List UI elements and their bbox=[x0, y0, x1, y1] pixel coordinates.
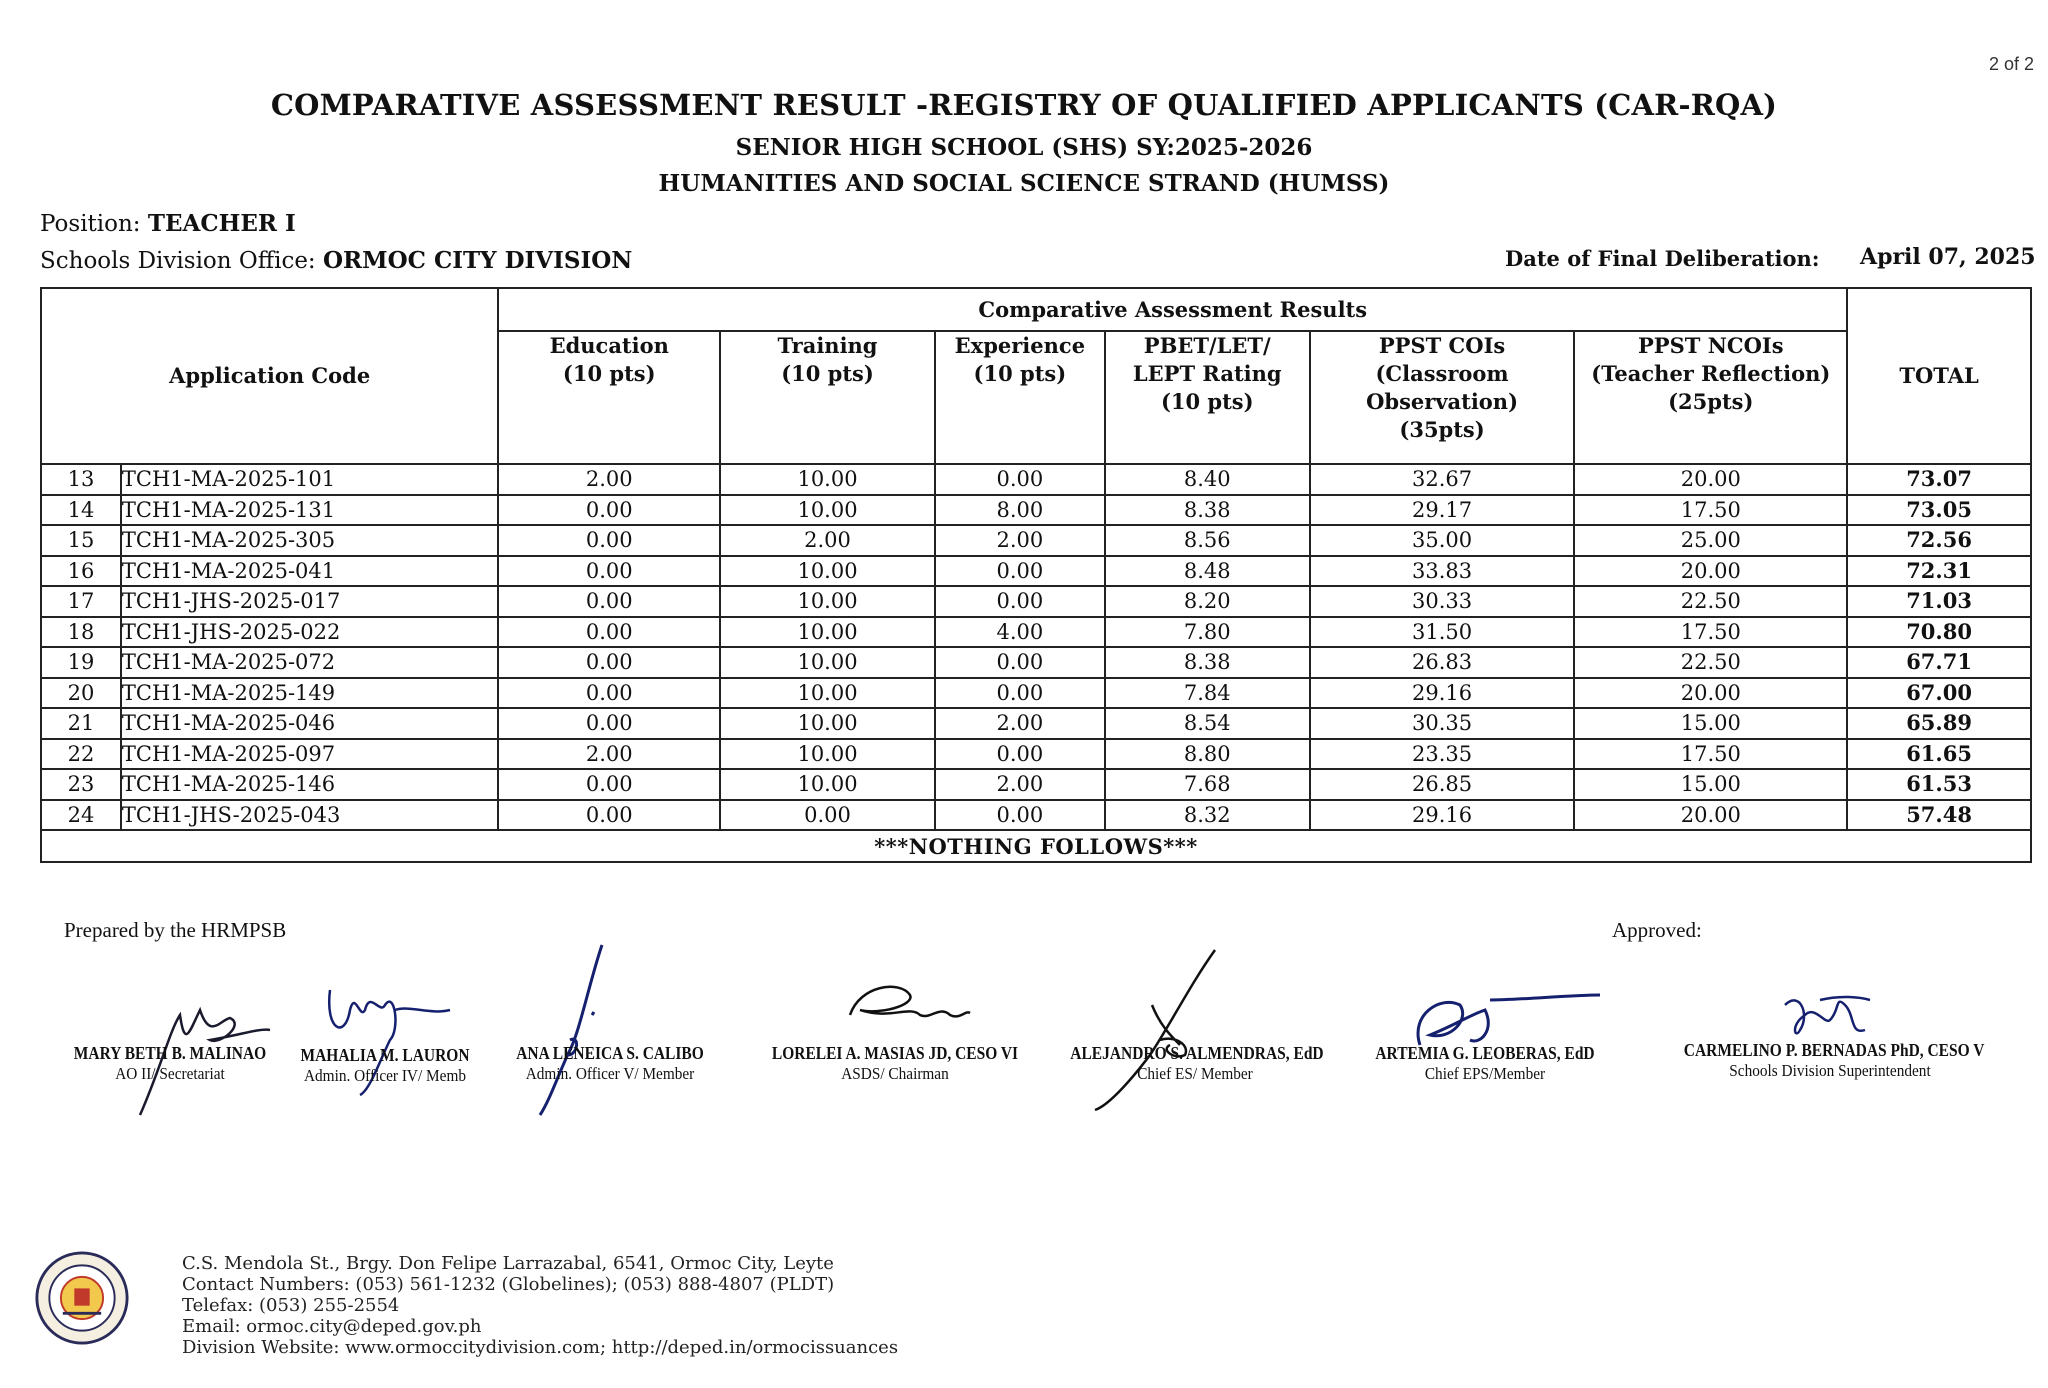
ppst-cois-score: 23.35 bbox=[1310, 739, 1575, 770]
footer-contact-numbers: Contact Numbers: (053) 561-1232 (Globelines); (053) 888-4807 (PLDT) bbox=[182, 1274, 835, 1295]
header-application-code: Application Code bbox=[41, 288, 498, 464]
signature-scribble-calibo bbox=[510, 940, 630, 1120]
row-number: 24 bbox=[41, 800, 121, 831]
application-code: TCH1-MA-2025-149 bbox=[121, 678, 498, 709]
total-score: 71.03 bbox=[1847, 586, 2031, 617]
training-score: 10.00 bbox=[720, 617, 935, 648]
training-score: 10.00 bbox=[720, 739, 935, 770]
ppst-ncois-score: 17.50 bbox=[1574, 739, 1847, 770]
total-score: 61.65 bbox=[1847, 739, 2031, 770]
application-code: TCH1-MA-2025-101 bbox=[121, 464, 498, 495]
ppst-ncois-score: 20.00 bbox=[1574, 464, 1847, 495]
signatory-almendras bbox=[1050, 1043, 1340, 1084]
pbet-rating: 8.48 bbox=[1105, 556, 1310, 587]
signatory-role: ASDS/ Chairman bbox=[841, 1064, 949, 1083]
ppst-cois-score: 31.50 bbox=[1310, 617, 1575, 648]
pbet-rating: 8.54 bbox=[1105, 708, 1310, 739]
application-code: TCH1-JHS-2025-043 bbox=[121, 800, 498, 831]
ppst-cois-score: 30.35 bbox=[1310, 708, 1575, 739]
ppst-ncois-score: 20.00 bbox=[1574, 556, 1847, 587]
date-value: April 07, 2025 bbox=[1860, 244, 2036, 270]
document-subtitle-strand: HUMANITIES AND SOCIAL SCIENCE STRAND (HUMSS) bbox=[658, 170, 1390, 197]
table-row bbox=[41, 647, 2031, 678]
row-number: 23 bbox=[41, 769, 121, 800]
total-score: 70.80 bbox=[1847, 617, 2031, 648]
experience-score: 0.00 bbox=[935, 678, 1105, 709]
row-number: 19 bbox=[41, 647, 121, 678]
signature-scribble-masias bbox=[840, 975, 980, 1045]
total-score: 72.56 bbox=[1847, 525, 2031, 556]
row-number: 22 bbox=[41, 739, 121, 770]
pbet-rating: 8.32 bbox=[1105, 800, 1310, 831]
training-score: 10.00 bbox=[720, 464, 935, 495]
experience-score: 0.00 bbox=[935, 556, 1105, 587]
signatory-name: LORELEI A. MASIAS JD, CESO VI bbox=[771, 1043, 1019, 1063]
ppst-ncois-score: 17.50 bbox=[1574, 495, 1847, 526]
education-score: 0.00 bbox=[498, 617, 720, 648]
table-row bbox=[41, 464, 2031, 495]
total-score: 57.48 bbox=[1847, 800, 2031, 831]
date-label: Date of Final Deliberation: bbox=[1505, 246, 1820, 271]
education-score: 0.00 bbox=[498, 647, 720, 678]
signature-scribble-almendras bbox=[1090, 945, 1240, 1115]
nothing-follows: ***NOTHING FOLLOWS*** bbox=[41, 830, 2031, 862]
header-total: TOTAL bbox=[1847, 288, 2031, 464]
signatory-role: AO II/ Secretariat bbox=[115, 1064, 225, 1083]
signatory-role: Chief EPS/Member bbox=[1424, 1064, 1546, 1083]
experience-score: 0.00 bbox=[935, 586, 1105, 617]
pbet-rating: 8.56 bbox=[1105, 525, 1310, 556]
training-score: 10.00 bbox=[720, 556, 935, 587]
signatory-role: Schools Division Superintendent bbox=[1729, 1061, 1931, 1080]
signatory-lauron bbox=[270, 1045, 500, 1086]
experience-score: 0.00 bbox=[935, 800, 1105, 831]
row-number: 13 bbox=[41, 464, 121, 495]
footer-email[interactable]: Email: ormoc.city@deped.gov.ph bbox=[182, 1316, 482, 1337]
signatory-role: Admin. Officer IV/ Memb bbox=[303, 1066, 467, 1085]
table-row bbox=[41, 739, 2031, 770]
header-education: Education (10 pts) bbox=[498, 331, 720, 464]
total-score: 65.89 bbox=[1847, 708, 2031, 739]
header-ppst-cois: PPST COIs (Classroom Observation) (35pts) bbox=[1310, 331, 1575, 464]
office-label: Schools Division Office: bbox=[40, 248, 316, 274]
education-score: 0.00 bbox=[498, 708, 720, 739]
row-number: 14 bbox=[41, 495, 121, 526]
training-score: 10.00 bbox=[720, 708, 935, 739]
pbet-rating: 8.80 bbox=[1105, 739, 1310, 770]
ppst-cois-score: 32.67 bbox=[1310, 464, 1575, 495]
signatory-bernadas bbox=[1660, 1040, 2000, 1081]
total-score: 67.00 bbox=[1847, 678, 2031, 709]
ppst-cois-score: 29.16 bbox=[1310, 800, 1575, 831]
ppst-ncois-score: 17.50 bbox=[1574, 617, 1847, 648]
pbet-rating: 8.20 bbox=[1105, 586, 1310, 617]
table-row bbox=[41, 678, 2031, 709]
pbet-rating: 7.68 bbox=[1105, 769, 1310, 800]
experience-score: 2.00 bbox=[935, 525, 1105, 556]
education-score: 0.00 bbox=[498, 556, 720, 587]
ppst-ncois-score: 20.00 bbox=[1574, 800, 1847, 831]
position-value: TEACHER I bbox=[147, 210, 296, 237]
experience-score: 0.00 bbox=[935, 464, 1105, 495]
footer-address: C.S. Mendola St., Brgy. Don Felipe Larrazabal, 6541, Ormoc City, Leyte bbox=[182, 1253, 834, 1274]
approved-label: Approved: bbox=[1612, 918, 1702, 942]
table-row bbox=[41, 495, 2031, 526]
education-score: 0.00 bbox=[498, 525, 720, 556]
ppst-ncois-score: 25.00 bbox=[1574, 525, 1847, 556]
application-code: TCH1-JHS-2025-022 bbox=[121, 617, 498, 648]
signatory-name: MARY BETH B. MALINAO bbox=[73, 1043, 267, 1063]
education-score: 0.00 bbox=[498, 800, 720, 831]
results-body bbox=[41, 464, 2031, 830]
row-number: 20 bbox=[41, 678, 121, 709]
document-subtitle-level: SENIOR HIGH SCHOOL (SHS) SY:2025-2026 bbox=[735, 134, 1313, 161]
row-number: 15 bbox=[41, 525, 121, 556]
signatory-leoberas bbox=[1345, 1043, 1625, 1084]
office-value: ORMOC CITY DIVISION bbox=[323, 247, 633, 274]
signatory-name: CARMELINO P. BERNADAS PhD, CESO V bbox=[1683, 1040, 1985, 1060]
header-ppst-ncois: PPST NCOIs (Teacher Reflection) (25pts) bbox=[1574, 331, 1847, 464]
ppst-ncois-score: 20.00 bbox=[1574, 678, 1847, 709]
pbet-rating: 8.40 bbox=[1105, 464, 1310, 495]
table-row bbox=[41, 586, 2031, 617]
header-pbet: PBET/LET/ LEPT Rating (10 pts) bbox=[1105, 331, 1310, 464]
training-score: 10.00 bbox=[720, 678, 935, 709]
total-score: 72.31 bbox=[1847, 556, 2031, 587]
footer-website[interactable]: Division Website: www.ormoccitydivision.com; http://deped.in/ormocissuances bbox=[182, 1337, 899, 1358]
education-score: 0.00 bbox=[498, 586, 720, 617]
signatory-malinao bbox=[50, 1043, 290, 1084]
row-number: 18 bbox=[41, 617, 121, 648]
document-title: COMPARATIVE ASSESSMENT RESULT -REGISTRY OF QUALIFIED APPLICANTS (CAR-RQA) bbox=[270, 88, 1778, 122]
total-score: 61.53 bbox=[1847, 769, 2031, 800]
education-score: 0.00 bbox=[498, 495, 720, 526]
header-training: Training (10 pts) bbox=[720, 331, 935, 464]
pbet-rating: 7.84 bbox=[1105, 678, 1310, 709]
signatory-role: Chief ES/ Member bbox=[1137, 1064, 1253, 1083]
position-label: Position: bbox=[40, 211, 141, 237]
pbet-rating: 7.80 bbox=[1105, 617, 1310, 648]
page-number: 2 of 2 bbox=[1988, 54, 2034, 74]
table-row bbox=[41, 769, 2031, 800]
experience-score: 0.00 bbox=[935, 647, 1105, 678]
application-code: TCH1-MA-2025-305 bbox=[121, 525, 498, 556]
ppst-cois-score: 30.33 bbox=[1310, 586, 1575, 617]
header-comparative-results: Comparative Assessment Results bbox=[498, 288, 1847, 331]
experience-score: 4.00 bbox=[935, 617, 1105, 648]
experience-score: 8.00 bbox=[935, 495, 1105, 526]
results-table bbox=[40, 287, 2032, 863]
signatory-calibo bbox=[490, 1043, 730, 1084]
experience-score: 2.00 bbox=[935, 708, 1105, 739]
education-score: 2.00 bbox=[498, 464, 720, 495]
table-row bbox=[41, 525, 2031, 556]
signatory-name: ALEJANDRO S. ALMENDRAS, EdD bbox=[1070, 1043, 1324, 1063]
application-code: TCH1-MA-2025-046 bbox=[121, 708, 498, 739]
position-line bbox=[40, 210, 296, 237]
experience-score: 2.00 bbox=[935, 769, 1105, 800]
row-number: 17 bbox=[41, 586, 121, 617]
ppst-cois-score: 29.17 bbox=[1310, 495, 1575, 526]
training-score: 2.00 bbox=[720, 525, 935, 556]
office-line bbox=[40, 247, 632, 274]
pbet-rating: 8.38 bbox=[1105, 647, 1310, 678]
prepared-by-label: Prepared by the HRMPSB bbox=[64, 918, 287, 942]
education-score: 0.00 bbox=[498, 769, 720, 800]
ppst-cois-score: 33.83 bbox=[1310, 556, 1575, 587]
education-score: 0.00 bbox=[498, 678, 720, 709]
footer-telefax: Telefax: (053) 255-2554 bbox=[182, 1295, 400, 1316]
footer-contact bbox=[182, 1253, 898, 1358]
training-score: 10.00 bbox=[720, 586, 935, 617]
training-score: 10.00 bbox=[720, 495, 935, 526]
application-code: TCH1-MA-2025-097 bbox=[121, 739, 498, 770]
header-experience: Experience (10 pts) bbox=[935, 331, 1105, 464]
table-row bbox=[41, 800, 2031, 831]
application-code: TCH1-MA-2025-146 bbox=[121, 769, 498, 800]
training-score: 10.00 bbox=[720, 647, 935, 678]
ppst-cois-score: 35.00 bbox=[1310, 525, 1575, 556]
training-score: 10.00 bbox=[720, 769, 935, 800]
application-code: TCH1-JHS-2025-017 bbox=[121, 586, 498, 617]
application-code: TCH1-MA-2025-041 bbox=[121, 556, 498, 587]
signatory-name: MAHALIA M. LAURON bbox=[300, 1045, 470, 1065]
table-row bbox=[41, 556, 2031, 587]
signatory-name: ANA LENEICA S. CALIBO bbox=[516, 1043, 704, 1063]
signatory-role: Admin. Officer V/ Member bbox=[525, 1064, 695, 1083]
ppst-cois-score: 29.16 bbox=[1310, 678, 1575, 709]
application-code: TCH1-MA-2025-131 bbox=[121, 495, 498, 526]
row-number: 16 bbox=[41, 556, 121, 587]
ppst-cois-score: 26.85 bbox=[1310, 769, 1575, 800]
row-number: 21 bbox=[41, 708, 121, 739]
application-code: TCH1-MA-2025-072 bbox=[121, 647, 498, 678]
total-score: 73.05 bbox=[1847, 495, 2031, 526]
ppst-ncois-score: 22.50 bbox=[1574, 647, 1847, 678]
ppst-ncois-score: 22.50 bbox=[1574, 586, 1847, 617]
total-score: 67.71 bbox=[1847, 647, 2031, 678]
deped-seal-logo bbox=[34, 1250, 130, 1346]
table-row bbox=[41, 617, 2031, 648]
total-score: 73.07 bbox=[1847, 464, 2031, 495]
ppst-ncois-score: 15.00 bbox=[1574, 769, 1847, 800]
education-score: 2.00 bbox=[498, 739, 720, 770]
ppst-ncois-score: 15.00 bbox=[1574, 708, 1847, 739]
signatory-masias bbox=[745, 1043, 1045, 1084]
experience-score: 0.00 bbox=[935, 739, 1105, 770]
pbet-rating: 8.38 bbox=[1105, 495, 1310, 526]
table-row bbox=[41, 708, 2031, 739]
ppst-cois-score: 26.83 bbox=[1310, 647, 1575, 678]
signatory-name: ARTEMIA G. LEOBERAS, EdD bbox=[1375, 1043, 1595, 1063]
training-score: 0.00 bbox=[720, 800, 935, 831]
